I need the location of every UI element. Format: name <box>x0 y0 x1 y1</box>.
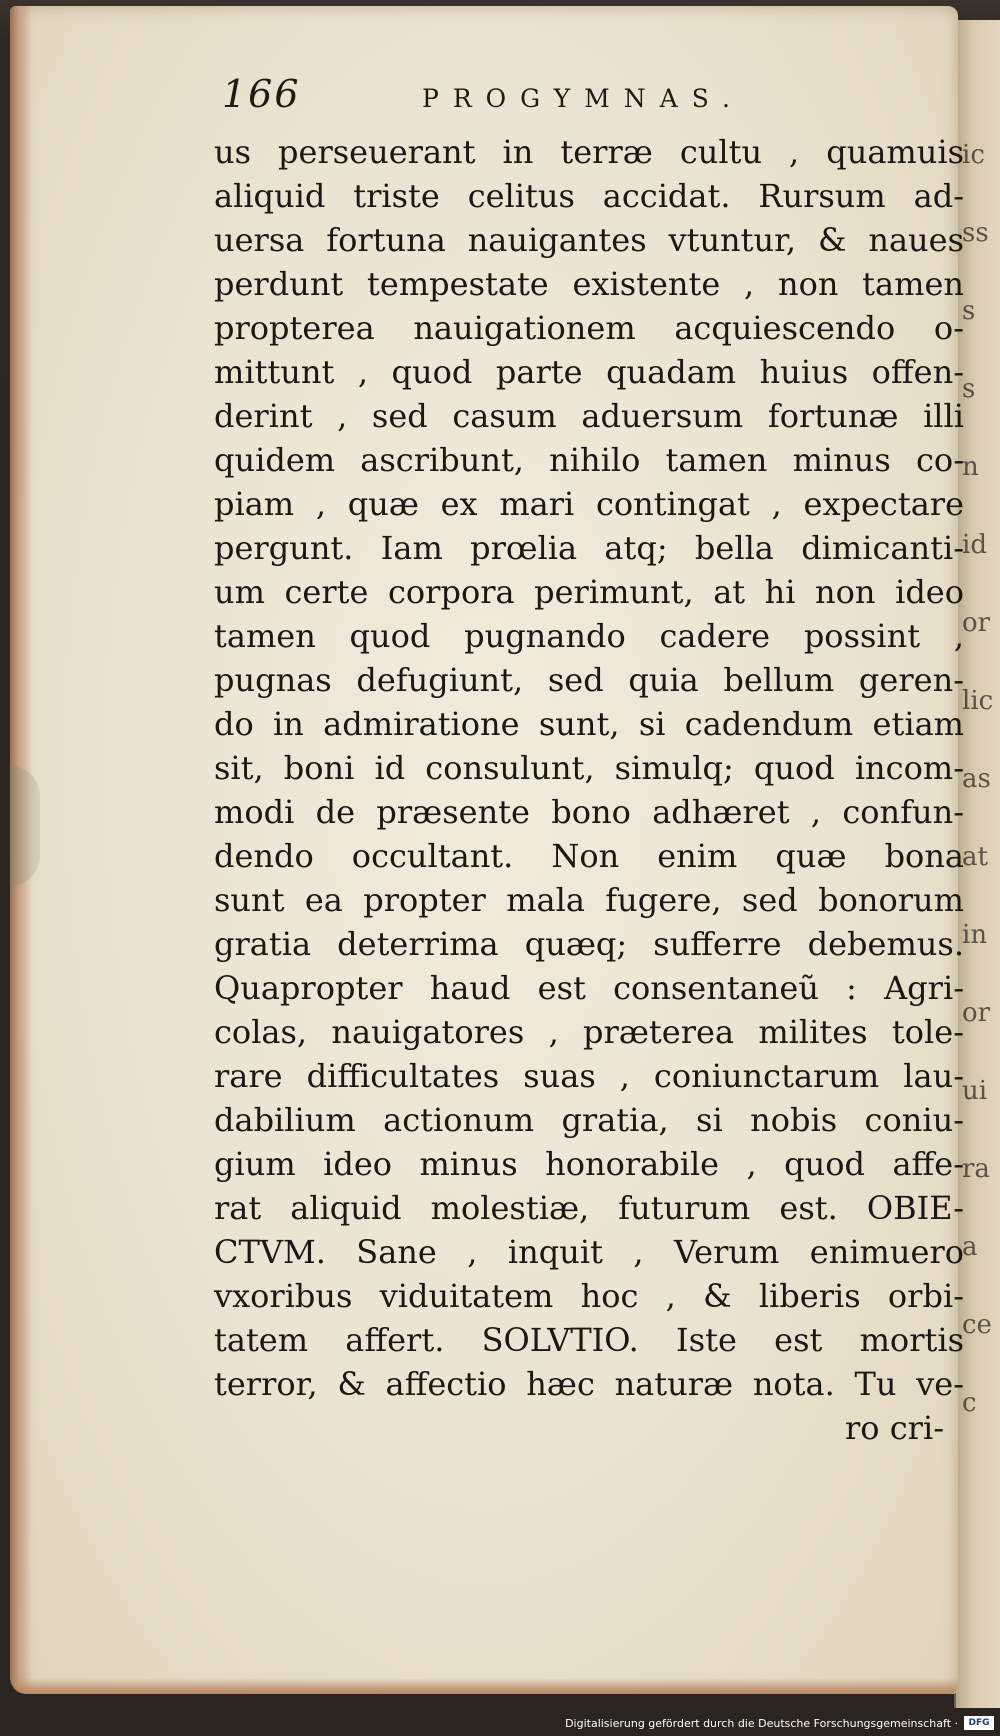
text-line: do in admiratione sunt, si cadendum etiam <box>214 705 964 743</box>
text-line: um certe corpora perimunt, at hi non ideo <box>214 573 964 611</box>
facing-page-fragment: ce <box>962 1310 992 1340</box>
text-line: CTVM. Sane , inquit , Verum enimuero <box>214 1233 964 1271</box>
facing-page-fragment: n <box>962 452 979 482</box>
digitization-footer <box>0 1708 1000 1736</box>
page-clip-mark <box>10 766 40 886</box>
text-line: perdunt tempestate existente , non tamen <box>214 265 964 303</box>
text-line: uersa fortuna nauigantes vtuntur, & naues <box>214 221 964 259</box>
facing-page-fragment: at <box>962 842 988 872</box>
text-line: tatem affert. SOLVTIO. Iste est mortis <box>214 1321 964 1359</box>
facing-page-fragment: ic <box>962 140 985 170</box>
text-line: piam , quæ ex mari contingat , expectare <box>214 485 964 523</box>
main-text-block <box>214 130 964 1450</box>
text-line: Quapropter haud est consentaneũ : Agri- <box>214 969 964 1007</box>
text-line: terror, & affectio hæc naturæ nota. Tu ve- <box>214 1365 964 1403</box>
text-line: colas, nauigatores , præterea milites tole- <box>214 1013 964 1051</box>
text-line: propterea nauigationem acquiescendo o- <box>214 309 964 347</box>
text-line: dabilium actionum gratia, si nobis coniu- <box>214 1101 964 1139</box>
facing-page-fragment: ui <box>962 1076 988 1106</box>
facing-page-fragment: c <box>962 1388 977 1418</box>
footer-credit: Digitalisierung gefördert durch die Deutsche Forschungsgemeinschaft · <box>565 1717 958 1730</box>
facing-page-fragment: as <box>962 764 991 794</box>
text-line: ro cri- <box>845 1409 944 1447</box>
facing-page-fragment: id <box>962 530 987 560</box>
dfg-logo: DFG <box>964 1716 994 1730</box>
text-line: pergunt. Iam prœlia atq; bella dimicanti- <box>214 529 964 567</box>
text-line: derint , sed casum aduersum fortunæ illi <box>214 397 964 435</box>
facing-page-fragment: ra <box>962 1154 990 1184</box>
text-line: us perseuerant in terræ cultu , quamuis <box>214 133 964 171</box>
text-line: modi de præsente bono adhæret , confun- <box>214 793 964 831</box>
text-line: dendo occultant. Non enim quæ bona <box>214 837 964 875</box>
facing-page-fragment: s <box>962 374 976 404</box>
text-line: sit, boni id consulunt, simulq; quod incom- <box>214 749 964 787</box>
facing-page-fragment: or <box>962 998 991 1028</box>
text-line: vxoribus viduitatem hoc , & liberis orbi- <box>214 1277 964 1315</box>
page-header <box>222 72 862 122</box>
facing-page-fragment: a <box>962 1232 978 1262</box>
facing-page-fragment: in <box>962 920 988 950</box>
text-line: sunt ea propter mala fugere, sed bonorum <box>214 881 964 919</box>
running-head: PROGYMNAS. <box>422 84 744 113</box>
text-line: gium ideo minus honorabile , quod affe- <box>214 1145 964 1183</box>
page-number: 166 <box>222 72 301 116</box>
text-line: quidem ascribunt, nihilo tamen minus co- <box>214 441 964 479</box>
text-line: rat aliquid molestiæ, futurum est. OBIE- <box>214 1189 964 1227</box>
text-line: pugnas defugiunt, sed quia bellum geren- <box>214 661 964 699</box>
text-line: mittunt , quod parte quadam huius offen- <box>214 353 964 391</box>
text-line: tamen quod pugnando cadere possint , <box>214 617 964 655</box>
text-line: gratia deterrima quæq; sufferre debemus. <box>214 925 964 963</box>
text-line: aliquid triste celitus accidat. Rursum ad- <box>214 177 964 215</box>
facing-page-fragment: or <box>962 608 991 638</box>
facing-page-fragment: ss <box>962 218 989 248</box>
page-bottom-edge <box>10 1678 958 1694</box>
text-line: rare difficultates suas , coniunctarum lau- <box>214 1057 964 1095</box>
facing-page-fragment: s <box>962 296 976 326</box>
facing-page-fragment: lic <box>962 686 994 716</box>
